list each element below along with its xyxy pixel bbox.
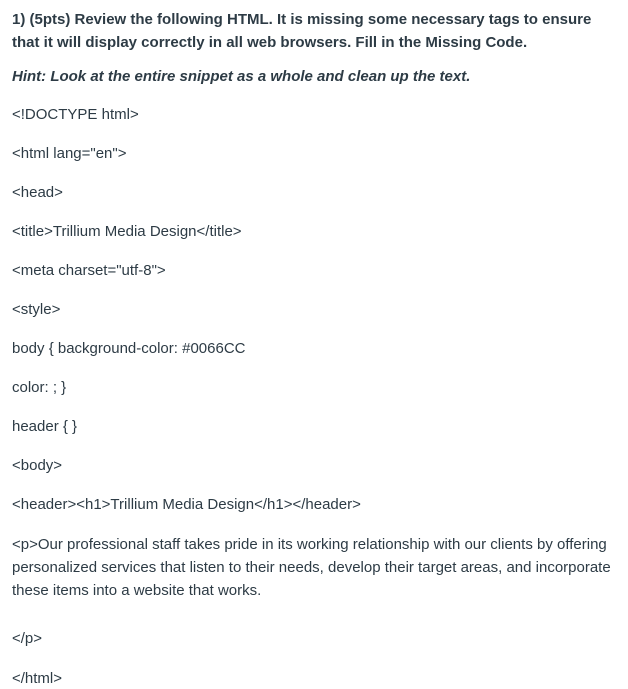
- code-line-html-open: <html lang="en">: [12, 145, 127, 162]
- code-line-header-element: <header><h1>Trillium Media Design</h1></header>: [12, 496, 361, 513]
- hint-text: Hint: Look at the entire snippet as a whole and clean up the text.: [12, 68, 471, 85]
- question-prompt: 1) (5pts) Review the following HTML. It is missing some necessary tags to ensure that it will display correctly in all web browsers. Fill in the Missing Code.: [12, 11, 592, 51]
- code-line-style-open: <style>: [12, 301, 61, 318]
- code-line-html-close: </html>: [12, 670, 63, 687]
- code-line-body-rule: body { background-color: #0066CC: [12, 340, 246, 357]
- code-line-p-close: </p>: [12, 630, 43, 647]
- code-line-body-open: <body>: [12, 457, 63, 474]
- code-line-doctype: <!DOCTYPE html>: [12, 106, 139, 123]
- code-line-header-rule: header { }: [12, 418, 78, 435]
- code-line-title: <title>Trillium Media Design</title>: [12, 223, 242, 240]
- code-paragraph-text: <p>Our professional staff takes pride in its working relationship with our clients by offering personalized services that listen to their needs, develop their target areas, and incorporate these items into a website that works.: [12, 536, 611, 599]
- code-line-meta-charset: <meta charset="utf-8">: [12, 262, 166, 279]
- code-line-head-open: <head>: [12, 184, 63, 201]
- document-body: [12, 8, 612, 689]
- code-line-color-rule: color: ; }: [12, 379, 67, 396]
